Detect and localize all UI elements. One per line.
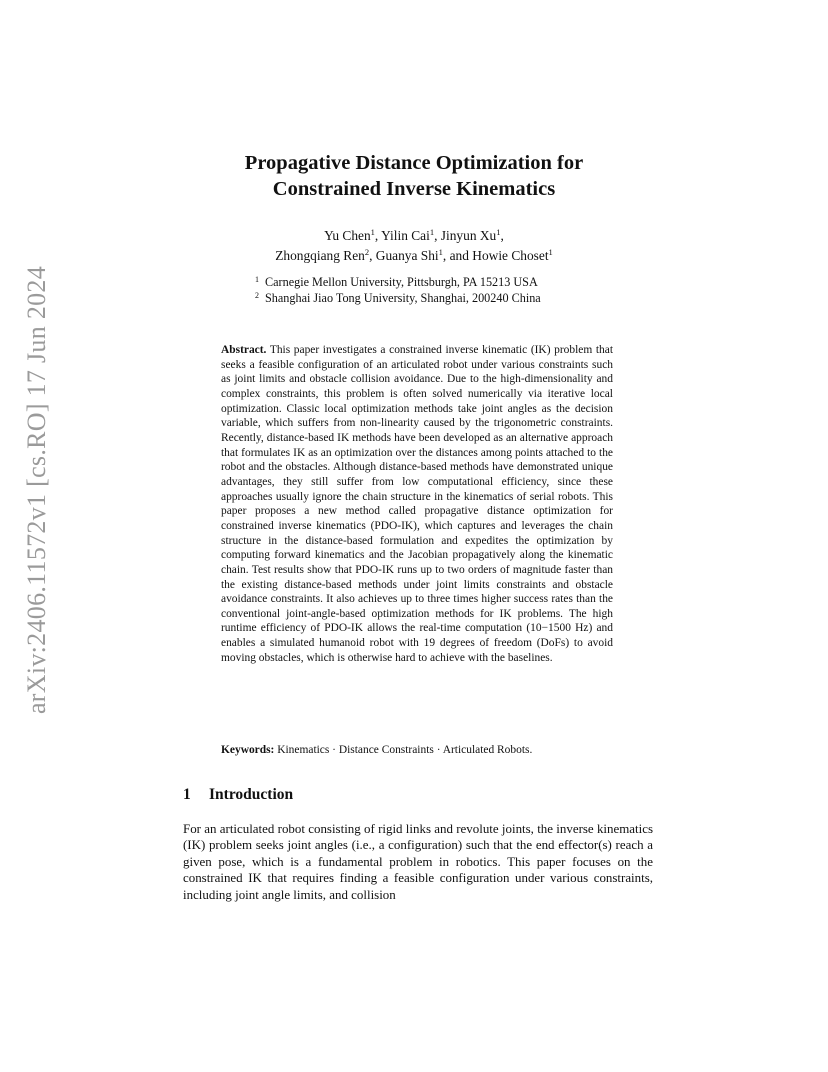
affiliation-mark: 2 bbox=[364, 247, 370, 257]
author-name: Yilin Cai bbox=[381, 228, 430, 243]
affiliation-mark: 1 bbox=[496, 227, 501, 237]
affiliation-item bbox=[255, 290, 655, 306]
author-list bbox=[180, 226, 648, 266]
author-separator: , bbox=[374, 228, 382, 243]
section-title: Introduction bbox=[209, 786, 294, 803]
affiliation-number: 1 bbox=[255, 275, 259, 284]
affiliation-number: 2 bbox=[255, 291, 259, 300]
title-line-2: Constrained Inverse Kinematics bbox=[272, 178, 556, 200]
keywords-label: Keywords: bbox=[221, 744, 275, 756]
title-line-1: Propagative Distance Optimization for bbox=[244, 152, 584, 174]
arxiv-identifier-sidebar bbox=[4, 265, 70, 715]
author-separator: , bbox=[434, 228, 441, 243]
paper-title bbox=[150, 150, 678, 202]
introduction-paragraph: For an articulated robot consisting of rigid links and revolute joints, the inverse kinematics (IK) problem seeks joint angles (i.e., a configuration) such that the end effector(s) reach a given pose, which is a fundamental problem in robotics. This paper focuses on the constrained IK that requires finding a feasible configuration under various constraints, including joint angle limits, and collision bbox=[183, 821, 653, 902]
author-name: Zhongqiang Ren bbox=[275, 248, 365, 263]
affiliation-text: Carnegie Mellon University, Pittsburgh, PA 15213 USA bbox=[265, 275, 538, 289]
abstract-body: This paper investigates a constrained inverse kinematic (IK) problem that seeks a feasible configuration of an articulated robot under various constraints such as joint limits and obstacle collision avoidance. Due to the high-dimensionality and complex constraints, this problem is often solved numerically via iterative local optimization. Classic local optimization methods take joint angles as the decision variable, which suffers from non-linearity caused by the trigonometric constraints. Recently, distance-based IK methods have been developed as an alternative approach that formulates IK as an optimization over the distances among points attached to the robot and the obstacles. Although distance-based methods have demonstrated unique advantages, they still suffer from low computational efficiency, since these approaches usually ignore the chain structure in the kinematics of serial robots. This paper proposes a new method called propagative distance optimization for constrained inverse kinematics (PDO-IK), which captures and leverages the chain structure in the distance-based formulation and expedites the optimization by computing forward kinematics and the Jacobian propagatively along the kinematic chain. Test results show that PDO-IK runs up to two orders of magnitude faster than the existing distance-based methods under joint limits constraints and obstacle avoidance constraints. It also achieves up to three times higher success rates than the conventional joint-angle-based optimization methods for IK problems. The high runtime efficiency of PDO-IK allows the real-time computation (10−1500 Hz) and enables a simulated humanoid robot with 19 degrees of freedom (DoFs) to avoid moving obstacles, which is otherwise hard to achieve with the baselines. bbox=[221, 344, 614, 664]
affiliation-text: Shanghai Jiao Tong University, Shanghai, 200240 China bbox=[265, 291, 541, 305]
affiliation-item bbox=[255, 274, 655, 290]
affiliation-mark: 1 bbox=[429, 227, 435, 237]
author-name: Howie Choset bbox=[472, 248, 549, 263]
section-heading bbox=[183, 785, 643, 805]
author-separator: , bbox=[500, 228, 504, 243]
arxiv-id-text: arXiv:2406.11572v1 [cs.RO] 17 Jun 2024 bbox=[22, 265, 51, 715]
author-line-1 bbox=[180, 226, 648, 246]
section-number: 1 bbox=[183, 786, 191, 803]
affiliation-mark: 1 bbox=[370, 227, 375, 237]
author-line-2 bbox=[180, 246, 648, 266]
author-name: Guanya Shi bbox=[375, 248, 439, 263]
abstract bbox=[221, 343, 613, 665]
affiliation-list bbox=[255, 274, 655, 306]
author-name: Jinyun Xu bbox=[440, 228, 497, 243]
author-separator: , bbox=[369, 248, 376, 263]
author-separator: , and bbox=[442, 248, 473, 263]
affiliation-mark: 1 bbox=[438, 247, 443, 257]
abstract-label: Abstract. bbox=[221, 344, 267, 356]
keywords bbox=[221, 743, 621, 758]
author-name: Yu Chen bbox=[324, 228, 371, 243]
affiliation-mark: 1 bbox=[548, 247, 553, 257]
keywords-list: Kinematics · Distance Constraints · Articulated Robots. bbox=[277, 744, 533, 756]
